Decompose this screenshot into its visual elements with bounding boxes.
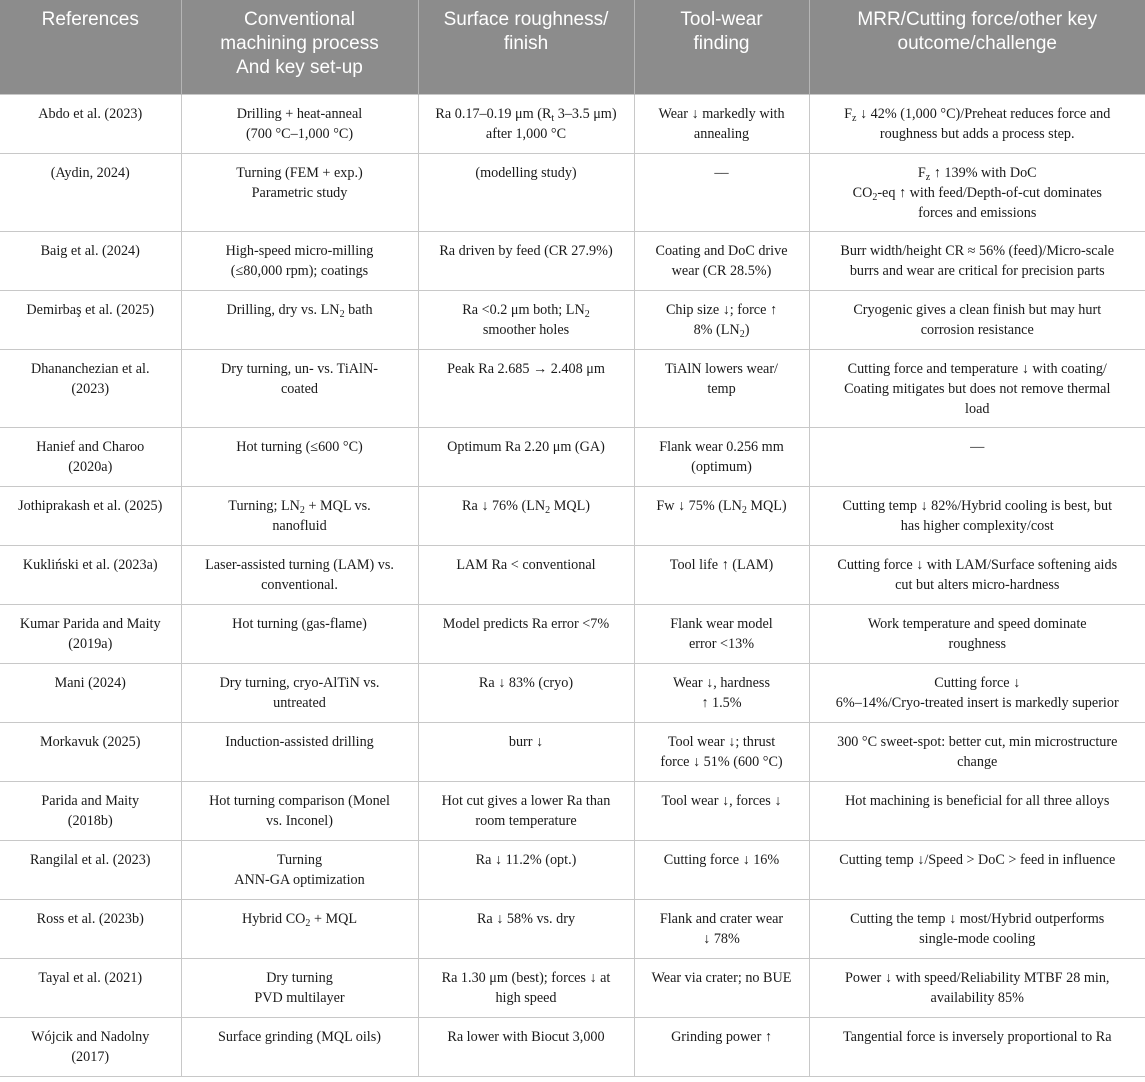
cell-tool-wear bbox=[634, 781, 809, 840]
cell-line: nanofluid bbox=[272, 517, 327, 534]
cell-surface-roughness bbox=[418, 349, 634, 427]
cell-references bbox=[0, 231, 181, 290]
cell-line: Peak Ra 2.685 → 2.408 μm bbox=[447, 360, 605, 377]
table-row bbox=[0, 1017, 1145, 1076]
cell-line: Optimum Ra 2.20 μm (GA) bbox=[447, 438, 605, 455]
cell-line: (700 °C–1,000 °C) bbox=[245, 125, 354, 142]
cell-line: Grinding power ↑ bbox=[671, 1028, 772, 1045]
cell-line: Flank wear model bbox=[670, 615, 773, 632]
cell-line: Hot turning (≤600 °C) bbox=[236, 438, 363, 455]
cell-line: ↓ 78% bbox=[703, 930, 740, 947]
cell-machining-process bbox=[181, 349, 418, 427]
cell-key-outcome bbox=[809, 94, 1145, 153]
cell-line: Cutting temp ↓ 82%/Hybrid cooling is best, but bbox=[842, 497, 1113, 514]
cell-line: burr ↓ bbox=[508, 733, 544, 750]
cell-line: Laser-assisted turning (LAM) vs. bbox=[205, 556, 394, 573]
cell-line: Parida and Maity bbox=[41, 792, 140, 809]
cell-tool-wear bbox=[634, 290, 809, 349]
cell-line: Tool wear ↓, forces ↓ bbox=[661, 792, 782, 809]
table-row bbox=[0, 94, 1145, 153]
cell-tool-wear bbox=[634, 663, 809, 722]
cell-surface-roughness bbox=[418, 290, 634, 349]
cell-line: room temperature bbox=[475, 812, 577, 829]
cell-machining-process bbox=[181, 899, 418, 958]
cell-machining-process bbox=[181, 486, 418, 545]
cell-line: Baig et al. (2024) bbox=[40, 242, 140, 259]
cell-tool-wear bbox=[634, 545, 809, 604]
cell-tool-wear bbox=[634, 231, 809, 290]
cell-line: (2017) bbox=[71, 1048, 110, 1065]
cell-line: vs. Inconel) bbox=[266, 812, 333, 829]
cell-line: Wear via crater; no BUE bbox=[651, 969, 792, 986]
cell-machining-process bbox=[181, 1017, 418, 1076]
cell-tool-wear bbox=[634, 722, 809, 781]
header-machining-process bbox=[181, 0, 418, 94]
header-line: finding bbox=[693, 33, 750, 54]
cell-line: Hot turning comparison (Monel bbox=[209, 792, 390, 809]
header-row bbox=[0, 0, 1145, 94]
table-row bbox=[0, 958, 1145, 1017]
cell-line: Kumar Parida and Maity bbox=[19, 615, 161, 632]
cell-line: 6%–14%/Cryo-treated insert is markedly superior bbox=[835, 694, 1119, 711]
cell-line: Cutting force ↓ 16% bbox=[663, 851, 780, 868]
cell-line: force ↓ 51% (600 °C) bbox=[660, 753, 783, 770]
cell-line: Cutting the temp ↓ most/Hybrid outperforms bbox=[850, 910, 1105, 927]
cell-surface-roughness bbox=[418, 94, 634, 153]
cell-surface-roughness bbox=[418, 604, 634, 663]
cell-line: Wójcik and Nadolny bbox=[31, 1028, 150, 1045]
header-line: machining process bbox=[220, 33, 379, 54]
cell-key-outcome bbox=[809, 349, 1145, 427]
table-body bbox=[0, 94, 1145, 1076]
cell-references bbox=[0, 486, 181, 545]
header-line: Tool-wear bbox=[680, 9, 763, 30]
cell-line: PVD multilayer bbox=[254, 989, 345, 1006]
cell-key-outcome bbox=[809, 486, 1145, 545]
cell-line: roughness bbox=[948, 635, 1007, 652]
cell-tool-wear bbox=[634, 840, 809, 899]
cell-surface-roughness bbox=[418, 486, 634, 545]
cell-key-outcome bbox=[809, 231, 1145, 290]
cell-line: after 1,000 °C bbox=[485, 125, 567, 142]
cell-surface-roughness bbox=[418, 153, 634, 231]
cell-key-outcome bbox=[809, 899, 1145, 958]
cell-machining-process bbox=[181, 290, 418, 349]
cell-line: Burr width/height CR ≈ 56% (feed)/Micro-scale bbox=[840, 242, 1115, 259]
table-row bbox=[0, 231, 1145, 290]
cell-line: Work temperature and speed dominate bbox=[867, 615, 1087, 632]
cell-line: Chip size ↓; force ↑ bbox=[665, 301, 778, 318]
header-line: finish bbox=[503, 33, 549, 54]
cell-references bbox=[0, 781, 181, 840]
table-row bbox=[0, 722, 1145, 781]
cell-line: Dry turning, un- vs. TiAlN- bbox=[221, 360, 378, 377]
cell-references bbox=[0, 349, 181, 427]
cell-line: Flank wear 0.256 mm bbox=[659, 438, 784, 455]
cell-line: 8% $(LN_2)$ bbox=[693, 321, 750, 340]
cell-key-outcome bbox=[809, 290, 1145, 349]
cell-surface-roughness bbox=[418, 427, 634, 486]
cell-line: $F_z$ ↓ 42% (1,000 °C)/Preheat reduces force and bbox=[844, 105, 1111, 124]
cell-references bbox=[0, 899, 181, 958]
cell-line: Mani (2024) bbox=[54, 674, 126, 691]
cell-line: Tool life ↑ (LAM) bbox=[669, 556, 774, 573]
cell-references bbox=[0, 290, 181, 349]
cell-line: cut but alters micro-hardness bbox=[895, 576, 1060, 593]
cell-line: smoother holes bbox=[482, 321, 570, 338]
cell-references bbox=[0, 94, 181, 153]
cell-line: Ross et al. (2023b) bbox=[36, 910, 144, 927]
cell-line: untreated bbox=[273, 694, 326, 711]
cell-line: high speed bbox=[495, 989, 557, 1006]
cell-line: (optimum) bbox=[691, 458, 752, 475]
cell-key-outcome bbox=[809, 958, 1145, 1017]
cell-line: 300 °C sweet-spot: better cut, min microstructure bbox=[837, 733, 1118, 750]
cell-line: High-speed micro-milling bbox=[225, 242, 374, 259]
cell-line: Fw ↓ 75% ($LN_2$ MQL) bbox=[656, 497, 787, 516]
header-surface-roughness bbox=[418, 0, 634, 94]
cell-line: single-mode cooling bbox=[919, 930, 1036, 947]
cell-key-outcome bbox=[809, 840, 1145, 899]
cell-tool-wear bbox=[634, 94, 809, 153]
table-row bbox=[0, 899, 1145, 958]
cell-line: Jothiprakash et al. (2025) bbox=[18, 497, 163, 514]
table-row bbox=[0, 290, 1145, 349]
cell-surface-roughness bbox=[418, 722, 634, 781]
cell-line: temp bbox=[707, 380, 736, 397]
cell-references bbox=[0, 958, 181, 1017]
cell-surface-roughness bbox=[418, 781, 634, 840]
header-line: References bbox=[41, 9, 139, 30]
cell-line: Ra driven by feed (CR 27.9%) bbox=[439, 242, 613, 259]
cell-line: Hanief and Charoo bbox=[36, 438, 145, 455]
cell-key-outcome bbox=[809, 1017, 1145, 1076]
cell-line: Hot machining is beneficial for all three alloys bbox=[845, 792, 1110, 809]
cell-line: error <13% bbox=[688, 635, 755, 652]
cell-tool-wear bbox=[634, 153, 809, 231]
table-row bbox=[0, 840, 1145, 899]
cell-references bbox=[0, 604, 181, 663]
cell-line: $F_z$ ↑ 139% with DoC bbox=[917, 164, 1037, 183]
cell-line: coated bbox=[280, 380, 319, 397]
cell-tool-wear bbox=[634, 427, 809, 486]
cell-surface-roughness bbox=[418, 545, 634, 604]
cell-line: (2023) bbox=[71, 380, 110, 397]
cell-line: annealing bbox=[693, 125, 750, 142]
table-row bbox=[0, 486, 1145, 545]
cell-line: Parametric study bbox=[251, 184, 348, 201]
cell-line: –– bbox=[970, 438, 985, 455]
cell-line: Tangential force is inversely proportional to Ra bbox=[843, 1028, 1112, 1045]
cell-line: ANN-GA optimization bbox=[234, 871, 365, 888]
table-row bbox=[0, 153, 1145, 231]
cell-line: Coating and DoC drive bbox=[655, 242, 788, 259]
cell-line: Ra ↓ 83% (cryo) bbox=[478, 674, 574, 691]
cell-surface-roughness bbox=[418, 1017, 634, 1076]
cell-line: roughness but adds a process step. bbox=[879, 125, 1075, 142]
cell-line: Demirbaş et al. (2025) bbox=[26, 301, 155, 318]
cell-line: TiAlN lowers wear/ bbox=[665, 360, 778, 377]
cell-key-outcome bbox=[809, 604, 1145, 663]
cell-key-outcome bbox=[809, 722, 1145, 781]
cell-line: Surface grinding (MQL oils) bbox=[218, 1028, 381, 1045]
cell-line: Ra 1.30 μm (best); forces ↓ at bbox=[441, 969, 611, 986]
cell-references bbox=[0, 153, 181, 231]
cell-references bbox=[0, 427, 181, 486]
cell-line: Rangilal et al. (2023) bbox=[29, 851, 151, 868]
cell-line: Hybrid $CO_2$ + MQL bbox=[241, 910, 358, 929]
header-tool-wear bbox=[634, 0, 809, 94]
cell-line: wear (CR 28.5%) bbox=[671, 262, 772, 279]
cell-line: –– bbox=[714, 164, 729, 181]
cell-line: Hot turning (gas-flame) bbox=[232, 615, 367, 632]
cell-references bbox=[0, 663, 181, 722]
cell-line: Dry turning, cryo-AlTiN vs. bbox=[219, 674, 380, 691]
cell-tool-wear bbox=[634, 899, 809, 958]
cell-machining-process bbox=[181, 604, 418, 663]
cell-tool-wear bbox=[634, 958, 809, 1017]
cell-line: Ra <0.2 μm both; $LN_2$ bbox=[462, 301, 590, 320]
cell-line: Ra ↓ 11.2% (opt.) bbox=[475, 851, 577, 868]
cell-key-outcome bbox=[809, 427, 1145, 486]
cell-line: Induction-assisted drilling bbox=[225, 733, 374, 750]
cell-line: $CO_2-eq$ ↑ with feed/Depth-of-cut dominates bbox=[852, 184, 1102, 203]
cell-machining-process bbox=[181, 663, 418, 722]
cell-machining-process bbox=[181, 427, 418, 486]
cell-line: Ra ↓ 58% vs. dry bbox=[476, 910, 576, 927]
cell-key-outcome bbox=[809, 781, 1145, 840]
cell-line: corrosion resistance bbox=[920, 321, 1034, 338]
cell-line: (2020a) bbox=[68, 458, 113, 475]
cell-line: Turning bbox=[276, 851, 323, 868]
table-row bbox=[0, 349, 1145, 427]
table-header bbox=[0, 0, 1145, 94]
header-line: Surface roughness/ bbox=[443, 9, 609, 30]
cell-surface-roughness bbox=[418, 663, 634, 722]
table-row bbox=[0, 545, 1145, 604]
cell-line: Kukliński et al. (2023a) bbox=[22, 556, 158, 573]
cell-line: (2019a) bbox=[68, 635, 113, 652]
cell-line: Ra 0.17–0.19 μm ($R_t$ 3–3.5 μm) bbox=[435, 105, 617, 124]
header-references bbox=[0, 0, 181, 94]
header-line: And key set-up bbox=[236, 57, 363, 78]
header-key-outcome bbox=[809, 0, 1145, 94]
cell-tool-wear bbox=[634, 349, 809, 427]
cell-line: Dhananchezian et al. bbox=[30, 360, 150, 377]
cell-line: Ra ↓ 76% ($LN_2$ MQL) bbox=[462, 497, 590, 516]
cell-line: availability 85% bbox=[930, 989, 1024, 1006]
cell-key-outcome bbox=[809, 545, 1145, 604]
cell-line: burrs and wear are critical for precision parts bbox=[849, 262, 1105, 279]
cell-line: Cryogenic gives a clean finish but may hurt bbox=[853, 301, 1102, 318]
cell-line: Turning (FEM + exp.) bbox=[236, 164, 363, 181]
cell-line: LAM Ra < conventional bbox=[456, 556, 596, 573]
table-row bbox=[0, 781, 1145, 840]
cell-line: Coating mitigates but does not remove thermal bbox=[844, 380, 1111, 397]
cell-line: Turning; $LN_2$ + MQL vs. bbox=[228, 497, 371, 516]
cell-tool-wear bbox=[634, 486, 809, 545]
cell-references bbox=[0, 722, 181, 781]
cell-surface-roughness bbox=[418, 840, 634, 899]
cell-line: load bbox=[965, 400, 990, 417]
cell-line: (2018b) bbox=[67, 812, 113, 829]
cell-references bbox=[0, 1017, 181, 1076]
cell-line: Cutting force ↓ bbox=[934, 674, 1021, 691]
cell-machining-process bbox=[181, 722, 418, 781]
cell-surface-roughness bbox=[418, 958, 634, 1017]
cell-machining-process bbox=[181, 231, 418, 290]
cell-line: Wear ↓ markedly with bbox=[658, 105, 785, 122]
cell-line: Ra lower with Biocut 3,000 bbox=[447, 1028, 605, 1045]
cell-tool-wear bbox=[634, 1017, 809, 1076]
cell-line: Cutting temp ↓/Speed > DoC > feed in influence bbox=[839, 851, 1116, 868]
cell-line: Power ↓ with speed/Reliability MTBF 28 min, bbox=[845, 969, 1110, 986]
cell-line: Model predicts Ra error <7% bbox=[442, 615, 610, 632]
cell-surface-roughness bbox=[418, 899, 634, 958]
cell-line: Flank and crater wear bbox=[659, 910, 784, 927]
header-line: Conventional bbox=[244, 9, 355, 30]
cell-line: ↑ 1.5% bbox=[701, 694, 742, 711]
table-row bbox=[0, 663, 1145, 722]
cell-line: Dry turning bbox=[266, 969, 333, 986]
cell-references bbox=[0, 840, 181, 899]
cell-key-outcome bbox=[809, 153, 1145, 231]
cell-line: Cutting force ↓ with LAM/Surface softening aids bbox=[837, 556, 1118, 573]
header-line: MRR/Cutting force/other key bbox=[857, 9, 1098, 30]
cell-references bbox=[0, 545, 181, 604]
cell-line: (modelling study) bbox=[475, 164, 577, 181]
cell-machining-process bbox=[181, 958, 418, 1017]
cell-line: forces and emissions bbox=[918, 204, 1037, 221]
cell-line: (Aydin, 2024) bbox=[50, 164, 130, 181]
cell-line: has higher complexity/cost bbox=[900, 517, 1054, 534]
cell-line: Tayal et al. (2021) bbox=[38, 969, 143, 986]
cell-line: Tool wear ↓; thrust bbox=[667, 733, 776, 750]
cell-line: Hot cut gives a lower Ra than bbox=[441, 792, 611, 809]
cell-machining-process bbox=[181, 153, 418, 231]
cell-machining-process bbox=[181, 545, 418, 604]
cell-line: Drilling, dry vs. $LN_2$ bath bbox=[226, 301, 373, 320]
cell-tool-wear bbox=[634, 604, 809, 663]
cell-line: Cutting force and temperature ↓ with coating/ bbox=[847, 360, 1107, 377]
cell-line: Wear ↓, hardness bbox=[673, 674, 770, 691]
cell-line: Drilling + heat-anneal bbox=[236, 105, 363, 122]
cell-machining-process bbox=[181, 94, 418, 153]
cell-line: change bbox=[957, 753, 998, 770]
header-line: outcome/challenge bbox=[897, 33, 1057, 54]
table-row bbox=[0, 427, 1145, 486]
cell-line: Morkavuk (2025) bbox=[40, 733, 141, 750]
cell-line: (≤80,000 rpm); coatings bbox=[230, 262, 369, 279]
cell-surface-roughness bbox=[418, 231, 634, 290]
cell-line: Abdo et al. (2023) bbox=[38, 105, 143, 122]
cell-machining-process bbox=[181, 840, 418, 899]
table-row bbox=[0, 604, 1145, 663]
cell-line: conventional. bbox=[261, 576, 338, 593]
cell-key-outcome bbox=[809, 663, 1145, 722]
cell-machining-process bbox=[181, 781, 418, 840]
